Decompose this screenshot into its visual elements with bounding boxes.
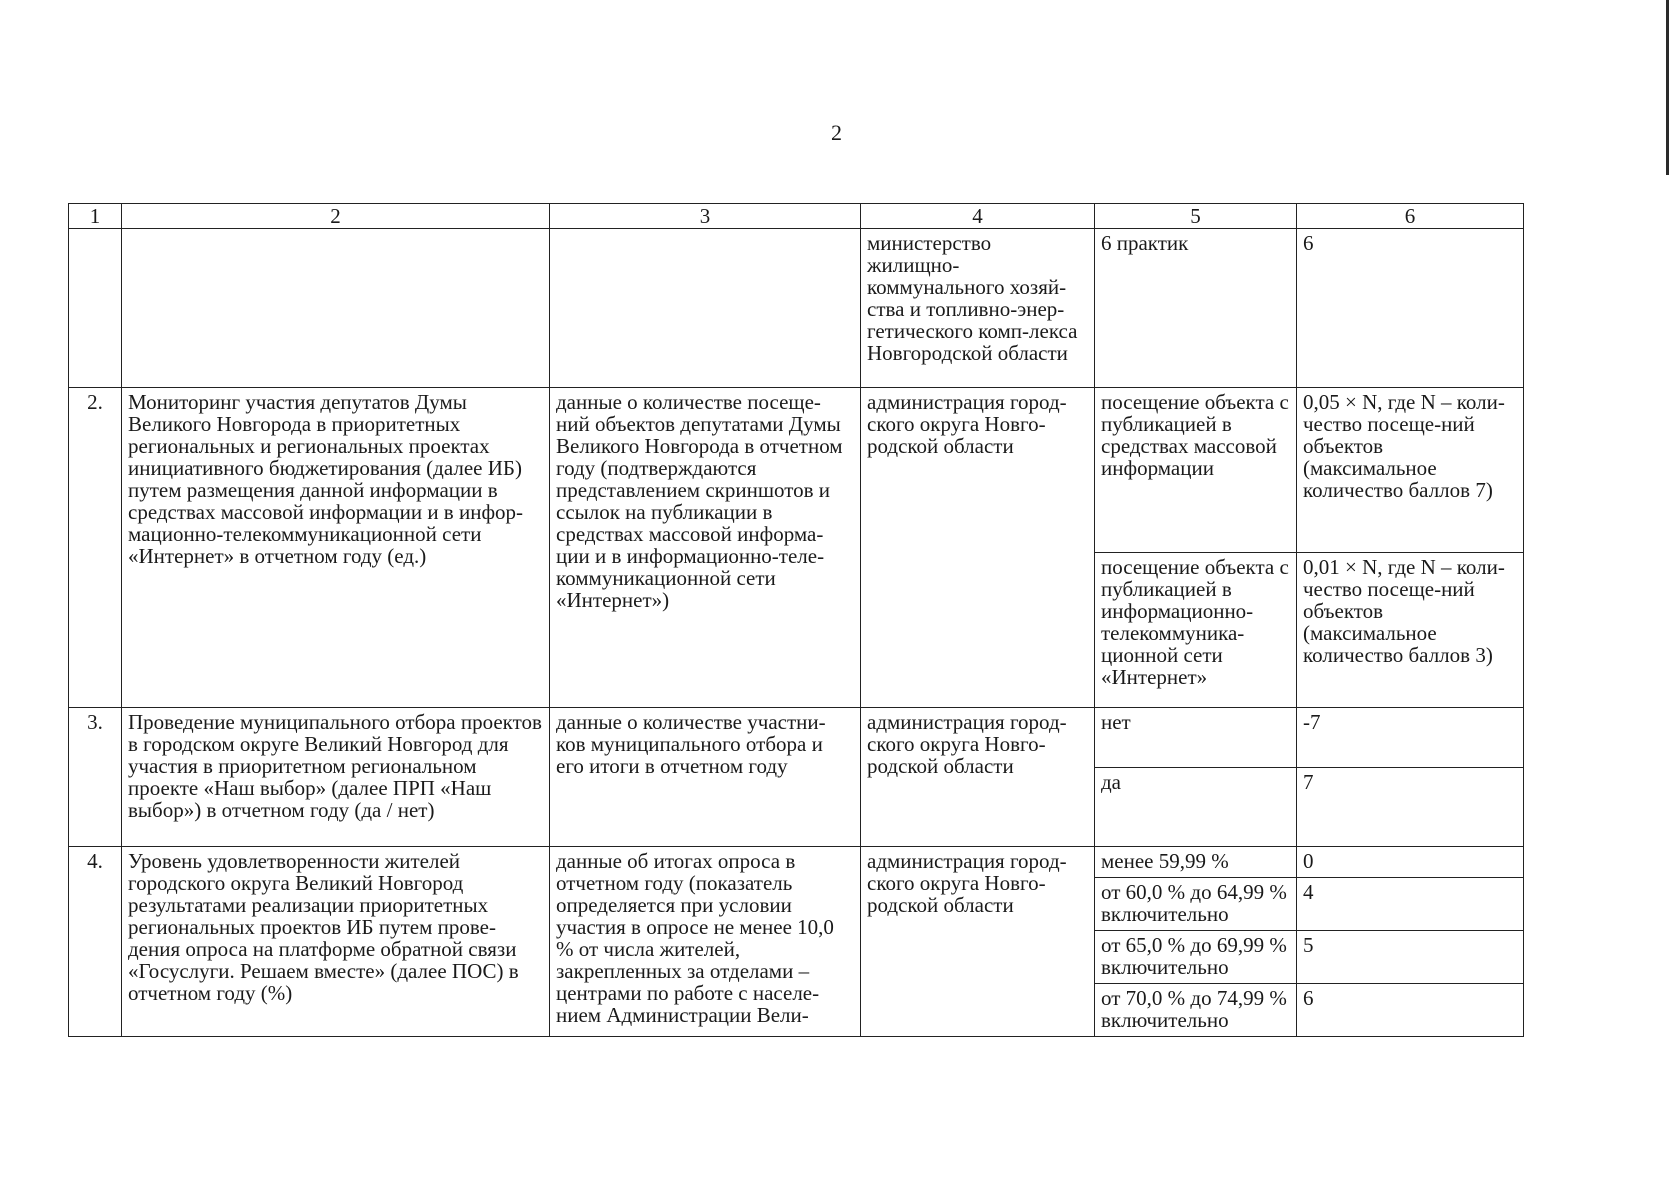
cell-score: 0,05 × N, где N – коли-чество посеще-ний объектов (максимальное количество баллов 7) xyxy=(1297,388,1524,553)
cell-indicator: Мониторинг участия депутатов Думы Великого Новгорода в приоритетных региональных и региональных проектах инициативного бюджетирования (далее ИБ) путем размещения данной информации в средствах массовой информации и в инфор-мационно-телекоммуникационной сети «Интернет» в отчетном году (ед.) xyxy=(122,388,550,708)
cell-num xyxy=(69,229,122,388)
cell-value: от 65,0 % до 69,99 % включительно xyxy=(1095,931,1297,984)
cell-source: данные об итогах опроса в отчетном году (показатель определяется при условии участия в опросе не менее 10,0 % от числа жителей, закрепленных за отделами – центрами по работе с населе-нием Администрации Вели- xyxy=(550,847,861,1037)
table-row-continuation xyxy=(69,229,1524,388)
page-number: 2 xyxy=(831,120,842,145)
cell-responsible: министерство жилищно-коммунального хозяй-ства и топливно-энер-гетического комп-лекса Новгородской области xyxy=(861,229,1095,388)
cell-value: посещение объекта с публикацией в информационно-телекоммуника-ционной сети «Интернет» xyxy=(1095,553,1297,708)
cell-score: -7 xyxy=(1297,708,1524,768)
cell-indicator xyxy=(122,229,550,388)
cell-score: 7 xyxy=(1297,768,1524,847)
table-header-row xyxy=(69,204,1524,229)
cell-score: 0 xyxy=(1297,847,1524,878)
cell-responsible: администрация город-ского округа Новго-родской области xyxy=(861,388,1095,708)
cell-source: данные о количестве участни-ков муниципального отбора и его итоги в отчетном году xyxy=(550,708,861,847)
header-cell-5: 5 xyxy=(1095,204,1297,229)
cell-indicator: Уровень удовлетворенности жителей городского округа Великий Новгород результатами реализации приоритетных региональных проектов ИБ путем прове-дения опроса на платформе обратной связи «Госуслуги. Решаем вместе» (далее ПОС) в отчетном году (%) xyxy=(122,847,550,1037)
cell-value: да xyxy=(1095,768,1297,847)
scan-edge-mark xyxy=(1666,0,1669,175)
table-row-2 xyxy=(69,388,1524,553)
criteria-table xyxy=(68,203,1524,1037)
cell-score: 4 xyxy=(1297,878,1524,931)
header-cell-2: 2 xyxy=(122,204,550,229)
header-cell-3: 3 xyxy=(550,204,861,229)
cell-num: 2. xyxy=(69,388,122,708)
cell-responsible: администрация город-ского округа Новго-родской области xyxy=(861,708,1095,847)
cell-source: данные о количестве посеще-ний объектов депутатами Думы Великого Новгорода в отчетном году (подтверждаются представлением скриншотов и ссылок на публикации в средствах массовой информа-ции и в информационно-теле-коммуникационной сети «Интернет») xyxy=(550,388,861,708)
cell-score: 6 xyxy=(1297,984,1524,1037)
cell-indicator: Проведение муниципального отбора проектов в городском округе Великий Новгород для участия в приоритетном региональном проекте «Наш выбор» (далее ПРП «Наш выбор») в отчетном году (да / нет) xyxy=(122,708,550,847)
cell-num: 3. xyxy=(69,708,122,847)
cell-value: посещение объекта с публикацией в средствах массовой информации xyxy=(1095,388,1297,553)
cell-num: 4. xyxy=(69,847,122,1037)
header-cell-6: 6 xyxy=(1297,204,1524,229)
table-row-3 xyxy=(69,708,1524,768)
cell-score: 0,01 × N, где N – коли-чество посеще-ний объектов (максимальное количество баллов 3) xyxy=(1297,553,1524,708)
cell-responsible: администрация город-ского округа Новго-родской области xyxy=(861,847,1095,1037)
cell-source xyxy=(550,229,861,388)
cell-value: 6 практик xyxy=(1095,229,1297,388)
cell-score: 5 xyxy=(1297,931,1524,984)
header-cell-1: 1 xyxy=(69,204,122,229)
table-row-4 xyxy=(69,847,1524,878)
cell-score: 6 xyxy=(1297,229,1524,388)
header-cell-4: 4 xyxy=(861,204,1095,229)
cell-value: от 70,0 % до 74,99 % включительно xyxy=(1095,984,1297,1037)
cell-value: менее 59,99 % xyxy=(1095,847,1297,878)
cell-value: нет xyxy=(1095,708,1297,768)
cell-value: от 60,0 % до 64,99 % включительно xyxy=(1095,878,1297,931)
